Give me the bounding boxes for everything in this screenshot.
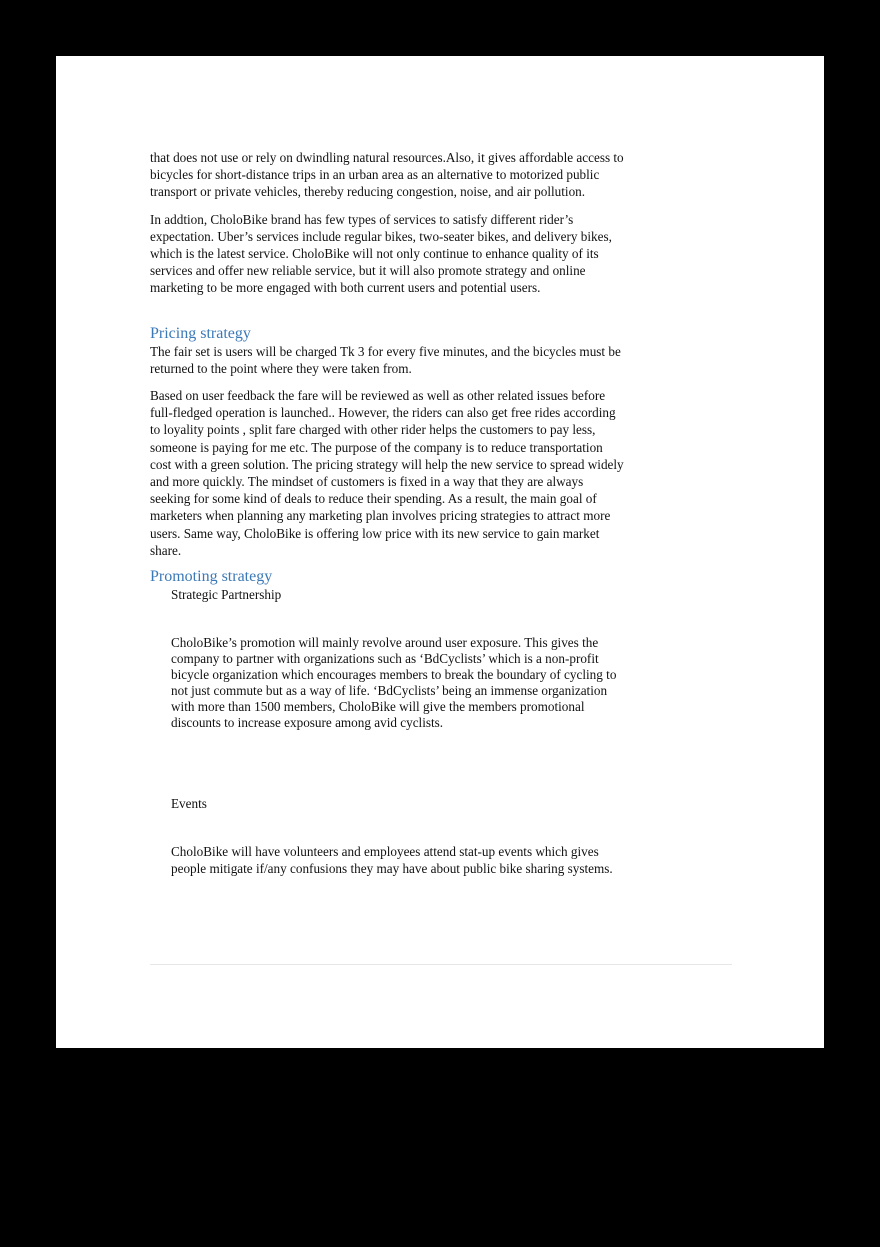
pricing-paragraph-1: The fair set is users will be charged Tk 3 for every five minutes, and the bicycles must be returned to the point where they were taken from. — [150, 343, 621, 376]
pricing-paragraph-2: Based on user feedback the fare will be reviewed as well as other related issues before full-fledged operation is launched.. However, the riders can also get free rides according to loyality points , split fare charged with other rider helps the customers to pay less, someone is paying for me etc. The purpose of the company is to reduce transportation cost with a green solution. The pricing strategy will help the new service to spread widely and more quickly. The mindset of customers is fixed in a way that they are always seeking for some kind of deals to reduce their spending. As a result, the main goal of marketers when planning any marketing plan involves pricing strategies to attract more users. Same way, CholoBike is offering low price with its new service to gain market share. — [150, 388, 624, 558]
intro-paragraph-2: In addtion, CholoBike brand has few types of services to satisfy different rider’s expectation. Uber’s services include regular bikes, two-seater bikes, and delivery bikes, which is the latest service. CholoBike will not only continue to enhance quality of its services and offer new reliable service, but it will also promote strategy and online marketing to be more engaged with both current users and potential users. — [150, 211, 612, 296]
events-body: CholoBike will have volunteers and employees attend stat-up events which gives people mitigate if/any confusions they may have about public bike sharing systems. — [171, 844, 613, 876]
events-title: Events — [171, 796, 207, 812]
document-page — [56, 56, 824, 1048]
intro-paragraph-1: that does not use or rely on dwindling natural resources.Also, it gives affordable access to bicycles for short-distance trips in an urban area as an alternative to motorized public transport or private vehicles, thereby reducing congestion, noise, and air pollution. — [150, 150, 624, 200]
document-body — [150, 149, 625, 887]
spacer — [171, 741, 631, 795]
strategic-partnership-title: Strategic Partnership — [171, 587, 282, 603]
promoting-section — [150, 586, 631, 877]
strategic-partnership-body: CholoBike’s promotion will mainly revolve around user exposure. This gives the company to partner with organizations such as ‘BdCyclists’ which is a non-profit bicycle organization which encourages members to break the boundary of cycling to not just commute but as a way of life. ‘BdCyclists’ being an immense organization with more than 1500 members, CholoBike will give the members promotional discounts to increase exposure among avid cyclists. — [171, 635, 617, 731]
promoting-strategy-heading: Promoting strategy — [150, 568, 273, 586]
spacer — [171, 822, 631, 844]
spacer — [171, 613, 631, 635]
footer-divider — [150, 964, 732, 965]
pricing-strategy-heading: Pricing strategy — [150, 324, 251, 342]
